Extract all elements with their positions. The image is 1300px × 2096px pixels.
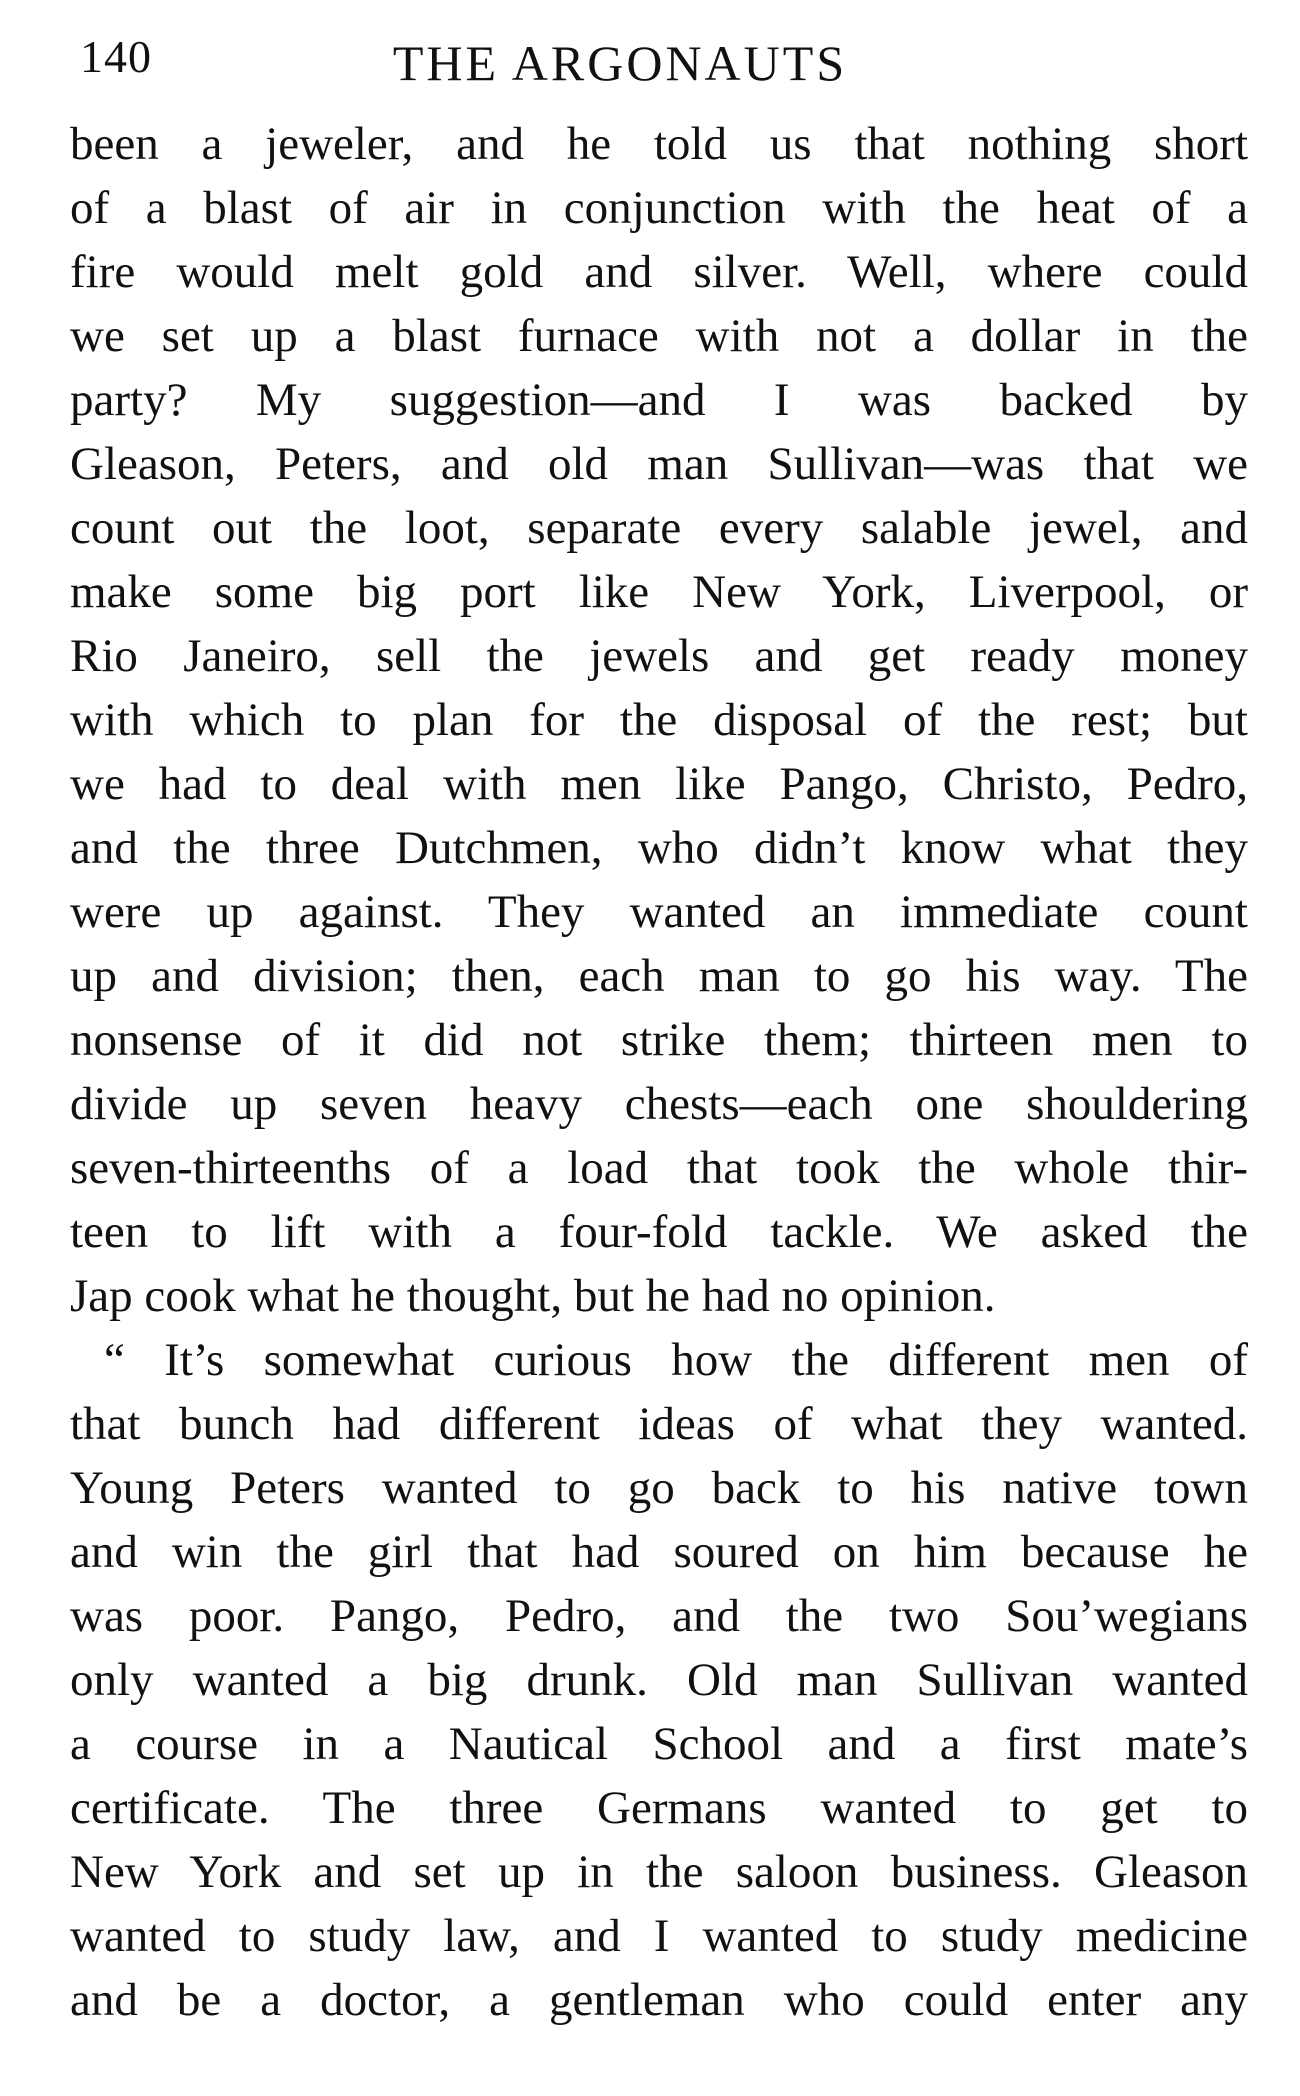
text-line: was poor. Pango, Pedro, and the two Sou’wegians [70, 1590, 1248, 1642]
text-line: with which to plan for the disposal of the rest; but [70, 694, 1248, 746]
text-line: we had to deal with men like Pango, Christo, Pedro, [70, 758, 1248, 810]
paragraph-end-line: Jap cook what he thought, but he had no opinion. [70, 1270, 996, 1322]
text-line: only wanted a big drunk. Old man Sullivan wanted [70, 1654, 1248, 1706]
text-line: Rio Janeiro, sell the jewels and get ready money [70, 630, 1248, 682]
text-line: party? My suggestion—and I was backed by [70, 374, 1248, 426]
text-line: nonsense of it did not strike them; thirteen men to [70, 1014, 1248, 1066]
page-number: 140 [80, 31, 152, 82]
text-line: New York and set up in the saloon business. Gleason [70, 1846, 1248, 1898]
text-line: up and division; then, each man to go his way. The [70, 950, 1248, 1002]
text-line: of a blast of air in conjunction with the heat of a [70, 182, 1248, 234]
text-line: and the three Dutchmen, who didn’t know what they [70, 822, 1248, 874]
body-text [70, 112, 1248, 2032]
text-line: that bunch had different ideas of what they wanted. [70, 1398, 1248, 1450]
text-line: teen to lift with a four-fold tackle. We asked the [70, 1206, 1248, 1258]
text-line: seven-thirteenths of a load that took the whole thir- [70, 1142, 1248, 1194]
text-line: Gleason, Peters, and old man Sullivan—was that we [70, 438, 1248, 490]
text-line: make some big port like New York, Liverpool, or [70, 566, 1248, 618]
text-line: divide up seven heavy chests—each one shouldering [70, 1078, 1248, 1130]
running-head [80, 22, 1240, 102]
paragraph-start-line: “ It’s somewhat curious how the different men of [104, 1334, 1248, 1386]
text-line: count out the loot, separate every salable jewel, and [70, 502, 1248, 554]
text-line: we set up a blast furnace with not a dollar in the [70, 310, 1248, 362]
text-line: been a jeweler, and he told us that nothing short [70, 118, 1248, 170]
text-line: were up against. They wanted an immediate count [70, 886, 1248, 938]
text-line: and be a doctor, a gentleman who could enter any [70, 1974, 1248, 2026]
running-title: THE ARGONAUTS [392, 35, 848, 91]
text-line: fire would melt gold and silver. Well, where could [70, 246, 1248, 298]
text-line: and win the girl that had soured on him because he [70, 1526, 1248, 1578]
text-line: wanted to study law, and I wanted to study medicine [70, 1910, 1248, 1962]
text-line: a course in a Nautical School and a first mate’s [70, 1718, 1248, 1770]
text-line: certificate. The three Germans wanted to get to [70, 1782, 1248, 1834]
text-line: Young Peters wanted to go back to his native town [70, 1462, 1248, 1514]
